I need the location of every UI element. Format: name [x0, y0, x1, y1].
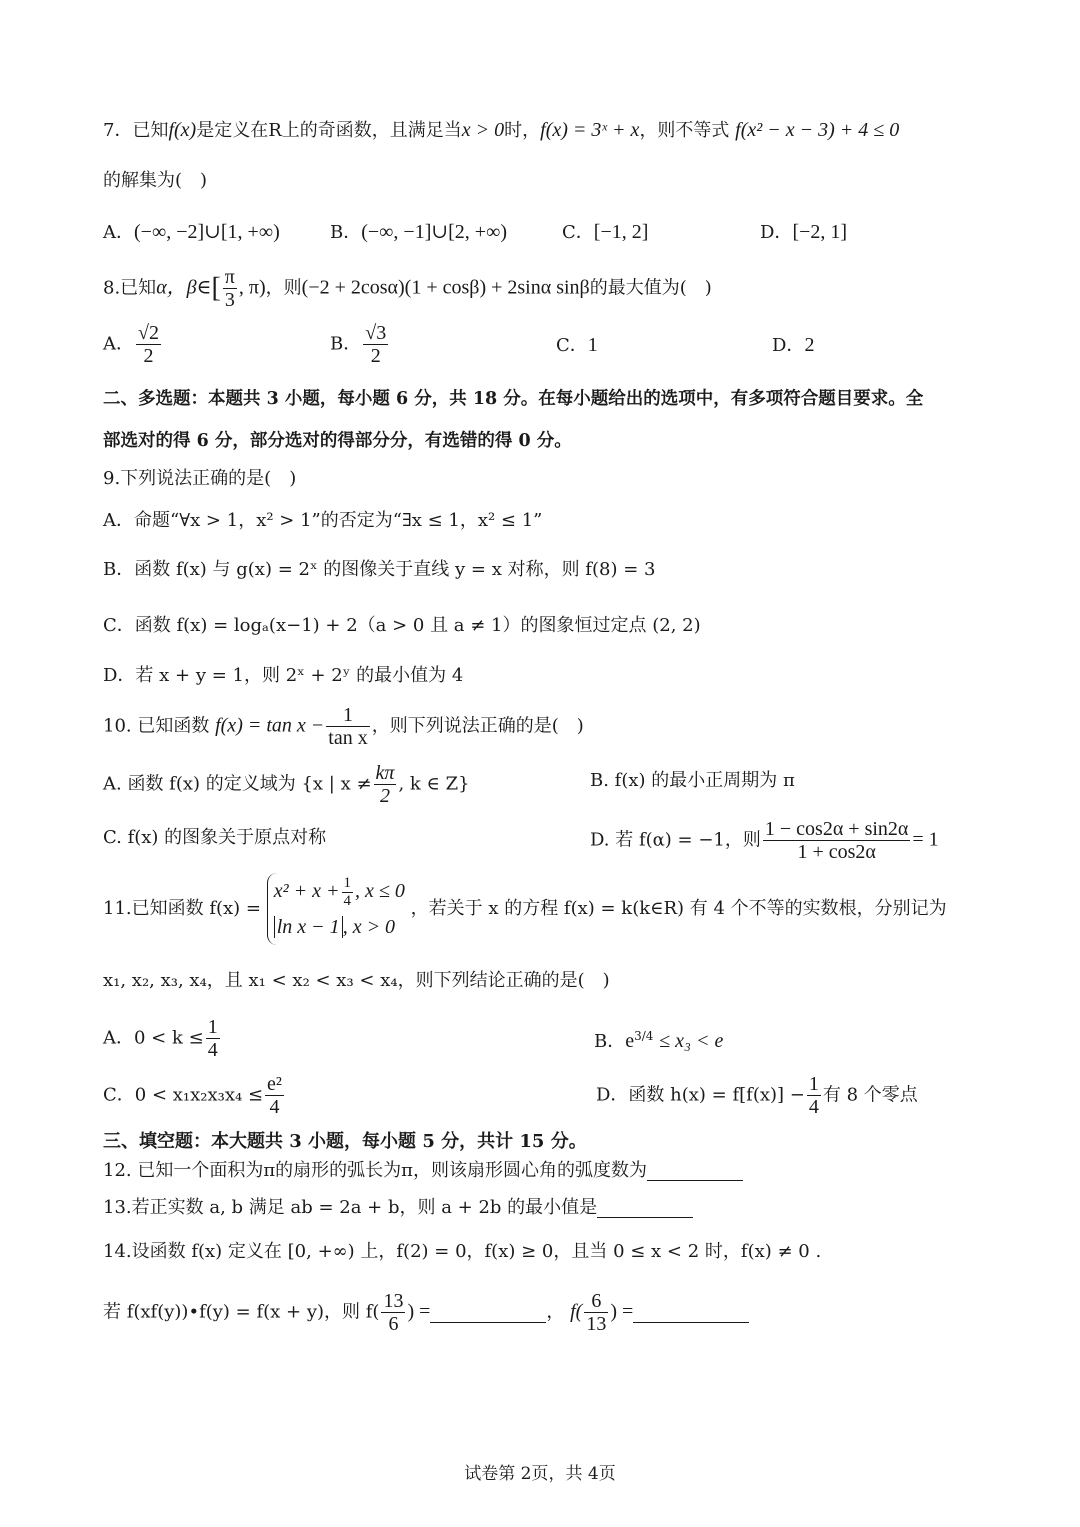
q8-option-c: C．1 [556, 334, 598, 356]
q8-line1: 8.已知α，β∈[ $\frac{\pi}{3}$ , π)，则(−2 + 2cosα)(1 + cosβ) + 2sinα sinβ的最大值为( ) [103, 266, 712, 311]
q14-answer-blank-2[interactable] [633, 1304, 749, 1323]
q9-option-d: D．若 x + y = 1，则 2ˣ + 2ʸ 的最小值为 4 [103, 665, 464, 686]
q8-option-b: B． $\frac{√3}{2}$ [330, 322, 387, 367]
q8-stem-1: 8.已知 [103, 277, 157, 299]
q8-option-d: D．2 [772, 334, 815, 356]
q7-fx: f(x) [168, 119, 197, 141]
section2-heading-line2: 部选对的得 6 分，部分选对的得部分分，有选错的得 0 分。 [103, 431, 572, 451]
q11-option-b: B．$e^{3/4} \le x_3 < e$ [594, 1029, 724, 1052]
q11-option-a: A．0 < k ≤ $\frac{1}{4}$ [103, 1016, 218, 1061]
q14-answer-blank-1[interactable] [430, 1304, 546, 1323]
q7-line1 [103, 120, 899, 140]
q11-stem-line2: x₁, x₂, x₃, x₄，且 x₁ < x₂ < x₃ < x₄，则下列结论正确的是( ) [103, 970, 610, 991]
q10-fraction: $\frac{1}{\text{tan x}}$ [328, 704, 368, 749]
q8-interval-fraction: $\frac{\pi}{3}$ [224, 266, 235, 311]
q7-stem-1: 7．已知 [103, 120, 169, 141]
q7-stem-4: ，则不等式 [639, 120, 730, 141]
q7-stem-3: 时， [504, 120, 541, 141]
q9-option-c: C．函数 f(x) = logₐ(x−1) + 2（a > 0 且 a ≠ 1）的图象恒过定点 (2, 2) [103, 615, 701, 636]
page-footer: 试卷第 2页，共 4页 [464, 1464, 616, 1484]
q7-stem-2: 是定义在R上的奇函数，且满足当 [196, 120, 462, 141]
q14-line1: 14.设函数 f(x) 定义在 [0, +∞) 上，f(2) = 0，f(x) ≥ 0，且当 0 ≤ x < 2 时，f(x) ≠ 0 . [103, 1241, 822, 1262]
q14-line2: 若 f(xf(y))•f(y) = f(x + y)，则 f( $\frac{13}{6}$ ) = ， f( $\frac{6}{13}$ ) = [103, 1290, 749, 1335]
q8-stem-3: 的最大值为( ) [589, 277, 712, 299]
q8-vars: α，β∈ [156, 276, 212, 299]
q7-option-a: A．(−∞, −2]∪[1, +∞) [103, 221, 280, 243]
q10-option-d: D. 若 f(α) = −1，则 $\frac{1 - \cos 2\alpha + \sin 2\alpha}{1 + \cos 2\alpha}$ = 1 [590, 818, 939, 863]
q7-line2 [103, 172, 207, 190]
q7-def: f(x) = 3ˣ + x [540, 119, 640, 141]
q8-stem-2: ，则 [265, 277, 302, 299]
q10-option-a: A. 函数 f(x) 的定义域为 {x | x ≠ $\frac{k\pi}{2}$ , k ∈ Z} [103, 762, 470, 807]
q10-option-b: B. f(x) 的最小正周期为 π [590, 770, 795, 791]
q7-stem-line2: 的解集为( ) [103, 170, 208, 191]
q7-ineq: f(x² − x − 3) + 4 ≤ 0 [735, 119, 900, 141]
q13-line: 13.若正实数 a, b 满足 ab = 2a + b，则 a + 2b 的最小值是 [103, 1199, 693, 1218]
q7-option-d: D．[−2, 1] [760, 221, 848, 243]
q12-line: 12. 已知一个面积为π的扇形的弧长为π，则该扇形圆心角的弧度数为 [103, 1162, 743, 1181]
q9-stem: 9.下列说法正确的是( ) [103, 468, 297, 489]
q11-option-c: C．0 < x₁x₂x₃x₄ ≤ $\frac{\text{e²}}{4}$ [103, 1073, 282, 1118]
q10-stem: 10. 已知函数 f(x) = tan x − $\frac{1}{\text{tan x}}$ ，则下列说法正确的是( ) [103, 704, 584, 749]
q10-option-c: C. f(x) 的图象关于原点对称 [103, 827, 327, 848]
q11-option-d: D．函数 h(x) = f[f(x)] − $\frac{1}{4}$ 有 8 个零点 [596, 1073, 918, 1118]
q8-option-a: A． $\frac{√2}{2}$ [103, 322, 159, 367]
q11-stem: 11.已知函数 f(x) = x² + x + $\frac{1}{4}$ , x ≤ 0 ln x − 1 , x > 0 ，若关于 x 的方程 f(x) = k(k∈R) 有 4 个不等的实数根，分别记为 [103, 873, 947, 945]
section3-heading: 三、填空题：本大题共 3 小题，每小题 5 分，共计 15 分。 [103, 1131, 587, 1152]
q11-piecewise: x² + x + $\frac{1}{4}$ , x ≤ 0 ln x − 1 , x > 0 [267, 873, 405, 945]
q13-answer-blank[interactable] [597, 1199, 693, 1218]
q7-option-c: C．[−1, 2] [562, 221, 649, 243]
q8-expr: (−2 + 2cosα)(1 + cosβ) + 2sinα sinβ [301, 276, 590, 299]
section2-heading-line1: 二、多选题：本题共 3 小题，每小题 6 分，共 18 分。在每小题给出的选项中，有多项符合题目要求。全 [103, 389, 924, 409]
q7-option-b: B．(−∞, −1]∪[2, +∞) [330, 221, 507, 243]
q7-cond: x > 0 [461, 119, 505, 141]
q12-answer-blank[interactable] [647, 1162, 743, 1181]
q9-option-a: A．命题“∀x > 1，x² > 1”的否定为“∃x ≤ 1，x² ≤ 1” [103, 510, 543, 531]
q9-option-b: B．函数 f(x) 与 g(x) = 2ˣ 的图像关于直线 y = x 对称，则 f(8) = 3 [103, 559, 656, 580]
